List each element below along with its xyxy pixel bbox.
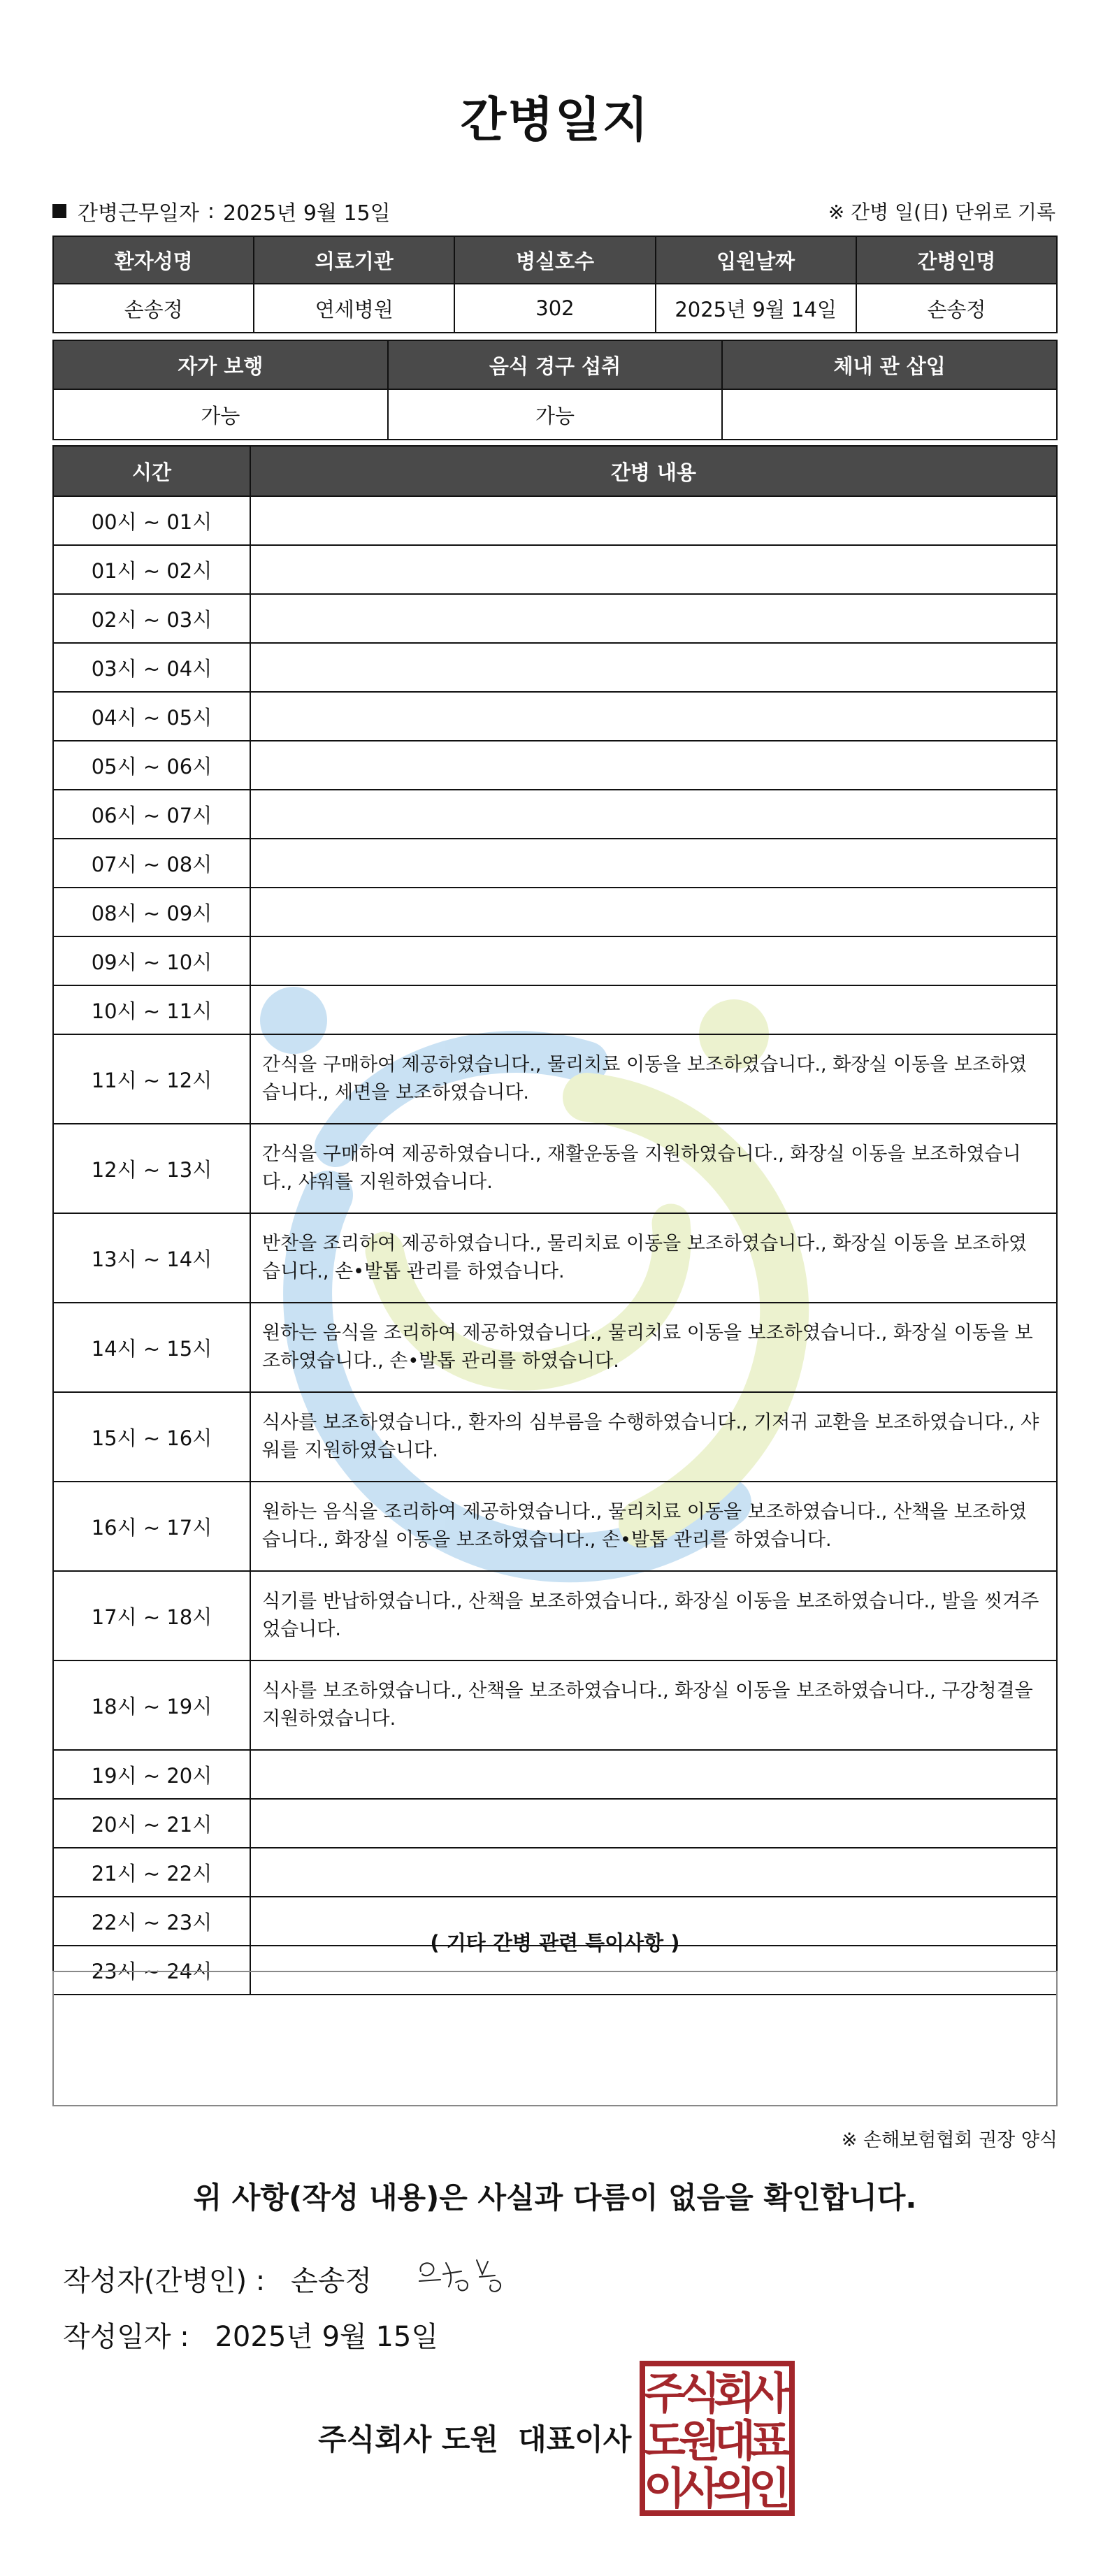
header-time: 시간 xyxy=(53,446,250,496)
log-content xyxy=(250,1848,1057,1897)
log-time: 19시 ~ 20시 xyxy=(53,1750,250,1799)
form-source-note: ※ 손해보험협회 권장 양식 xyxy=(841,2129,1058,2151)
log-time: 08시 ~ 09시 xyxy=(53,888,250,936)
log-time: 01시 ~ 02시 xyxy=(53,545,250,594)
log-row xyxy=(53,790,1057,839)
log-row xyxy=(53,1482,1057,1571)
header-caregiver-name: 간병인명 xyxy=(856,236,1057,284)
header-tube-insertion: 체내 관 삽입 xyxy=(722,340,1057,389)
log-content: 식기를 반납하였습니다., 산책을 보조하였습니다., 화장실 이동을 보조하였습니다., 발을 씻겨주었습니다. xyxy=(250,1571,1057,1660)
log-time: 12시 ~ 13시 xyxy=(53,1124,250,1213)
log-time: 05시 ~ 06시 xyxy=(53,741,250,790)
log-content xyxy=(250,790,1057,839)
square-bullet-icon xyxy=(52,204,66,218)
svg-text:이: 이 xyxy=(644,2463,686,2514)
svg-text:도: 도 xyxy=(644,2415,686,2466)
log-row xyxy=(53,1799,1057,1848)
written-date-value: 2025년 9월 15일 xyxy=(215,2321,438,2353)
header-patient-name: 환자성명 xyxy=(53,236,254,284)
notes-heading: ( 기타 간병 관련 특이사항 ) xyxy=(430,1931,680,1955)
work-date-separator: : xyxy=(207,198,215,224)
work-date-value: 2025년 9월 15일 xyxy=(223,201,391,226)
work-date-label: 간병근무일자 xyxy=(78,201,199,226)
company-seal-stamp xyxy=(640,2361,795,2516)
log-time: 18시 ~ 19시 xyxy=(53,1660,250,1750)
svg-text:의: 의 xyxy=(714,2463,756,2514)
svg-text:인: 인 xyxy=(749,2463,791,2514)
log-row xyxy=(53,1034,1057,1124)
svg-text:원: 원 xyxy=(679,2415,721,2466)
hospital: 연세병원 xyxy=(254,284,454,333)
log-time: 15시 ~ 16시 xyxy=(53,1392,250,1482)
work-date xyxy=(52,196,391,226)
log-content xyxy=(250,1750,1057,1799)
svg-text:회: 회 xyxy=(714,2368,756,2419)
log-content: 원하는 음식을 조리하여 제공하였습니다., 물리치료 이동을 보조하였습니다., 산책을 보조하였습니다., 화장실 이동을 보조하였습니다., 손•발톱 관리를 하였습니다. xyxy=(250,1482,1057,1571)
writer-label: 작성자(간병인) : xyxy=(63,2265,266,2297)
caregiver-name: 손송정 xyxy=(856,284,1057,333)
page-title: 간병일지 xyxy=(460,93,650,148)
oral-intake: 가능 xyxy=(388,389,723,440)
written-date-label: 작성일자 : xyxy=(63,2321,189,2353)
patient-info-table xyxy=(52,236,1058,333)
room-number: 302 xyxy=(454,284,655,333)
confirmation-statement: 위 사항(작성 내용)은 사실과 다름이 없음을 확인합니다. xyxy=(193,2180,917,2215)
log-row xyxy=(53,741,1057,790)
log-row xyxy=(53,1213,1057,1303)
svg-text:식: 식 xyxy=(679,2368,721,2419)
log-content xyxy=(250,741,1057,790)
log-row xyxy=(53,496,1057,545)
log-row xyxy=(53,1848,1057,1897)
log-row xyxy=(53,643,1057,692)
log-time: 14시 ~ 15시 xyxy=(53,1303,250,1392)
representative-title: 대표이사 xyxy=(518,2422,632,2456)
log-content xyxy=(250,496,1057,545)
svg-text:주: 주 xyxy=(644,2368,686,2419)
self-walking: 가능 xyxy=(53,389,388,440)
company-signature xyxy=(318,2417,631,2459)
company-name: 주식회사 도원 xyxy=(318,2422,499,2456)
svg-text:사: 사 xyxy=(679,2463,721,2514)
svg-text:사: 사 xyxy=(749,2368,791,2419)
log-time: 07시 ~ 08시 xyxy=(53,839,250,888)
log-time: 03시 ~ 04시 xyxy=(53,643,250,692)
admission-date: 2025년 9월 14일 xyxy=(656,284,856,333)
log-time: 04시 ~ 05시 xyxy=(53,692,250,741)
log-time: 13시 ~ 14시 xyxy=(53,1213,250,1303)
header-room-number: 병실호수 xyxy=(454,236,655,284)
log-content: 식사를 보조하였습니다., 산책을 보조하였습니다., 화장실 이동을 보조하였습니다., 구강청결을 지원하였습니다. xyxy=(250,1660,1057,1750)
log-row xyxy=(53,1392,1057,1482)
log-content xyxy=(250,888,1057,936)
header-admission-date: 입원날짜 xyxy=(656,236,856,284)
header-hospital: 의료기관 xyxy=(254,236,454,284)
log-time: 23시 ~ 24시 xyxy=(53,1946,250,1995)
patient-name: 손송정 xyxy=(53,284,254,333)
log-content xyxy=(250,594,1057,643)
log-content: 반찬을 조리하여 제공하였습니다., 물리치료 이동을 보조하였습니다., 화장실 이동을 보조하였습니다., 손•발톱 관리를 하였습니다. xyxy=(250,1213,1057,1303)
patient-status-table xyxy=(52,340,1058,440)
log-row xyxy=(53,839,1057,888)
header-oral-intake: 음식 경구 섭취 xyxy=(388,340,723,389)
log-content xyxy=(250,839,1057,888)
log-time: 16시 ~ 17시 xyxy=(53,1482,250,1571)
log-time: 00시 ~ 01시 xyxy=(53,496,250,545)
log-time: 21시 ~ 22시 xyxy=(53,1848,250,1897)
log-content xyxy=(250,643,1057,692)
log-row xyxy=(53,936,1057,985)
log-row xyxy=(53,1124,1057,1213)
log-content: 원하는 음식을 조리하여 제공하였습니다., 물리치료 이동을 보조하였습니다., 화장실 이동을 보조하였습니다., 손•발톱 관리를 하였습니다. xyxy=(250,1303,1057,1392)
log-row xyxy=(53,1660,1057,1750)
log-time: 20시 ~ 21시 xyxy=(53,1799,250,1848)
log-row xyxy=(53,1571,1057,1660)
written-date-line xyxy=(63,2315,438,2354)
log-time: 02시 ~ 03시 xyxy=(53,594,250,643)
header-care-content: 간병 내용 xyxy=(250,446,1057,496)
notes-box xyxy=(52,1971,1058,2106)
log-row xyxy=(53,888,1057,936)
tube-insertion xyxy=(722,389,1057,440)
log-time: 17시 ~ 18시 xyxy=(53,1571,250,1660)
log-row xyxy=(53,545,1057,594)
handwritten-signature xyxy=(412,2250,517,2299)
log-row xyxy=(53,692,1057,741)
log-content: 식사를 보조하였습니다., 환자의 심부름을 수행하였습니다., 기저귀 교환을 보조하였습니다., 샤워를 지원하였습니다. xyxy=(250,1392,1057,1482)
svg-text:표: 표 xyxy=(749,2415,791,2466)
log-row xyxy=(53,1750,1057,1799)
log-time: 06시 ~ 07시 xyxy=(53,790,250,839)
record-note: ※ 간병 일(日) 단위로 기록 xyxy=(828,201,1055,224)
log-time: 09시 ~ 10시 xyxy=(53,936,250,985)
writer-name: 손송정 xyxy=(290,2265,372,2297)
log-content xyxy=(250,985,1057,1034)
log-row xyxy=(53,985,1057,1034)
header-self-walking: 자가 보행 xyxy=(53,340,388,389)
log-content xyxy=(250,692,1057,741)
log-content: 간식을 구매하여 제공하였습니다., 재활운동을 지원하였습니다., 화장실 이동을 보조하였습니다., 샤워를 지원하였습니다. xyxy=(250,1124,1057,1213)
care-log-table xyxy=(52,445,1058,1995)
log-time: 10시 ~ 11시 xyxy=(53,985,250,1034)
log-row xyxy=(53,1303,1057,1392)
log-content xyxy=(250,936,1057,985)
log-row xyxy=(53,594,1057,643)
log-time: 11시 ~ 12시 xyxy=(53,1034,250,1124)
log-content: 간식을 구매하여 제공하였습니다., 물리치료 이동을 보조하였습니다., 화장실 이동을 보조하였습니다., 세면을 보조하였습니다. xyxy=(250,1034,1057,1124)
log-content xyxy=(250,545,1057,594)
writer-line xyxy=(63,2259,372,2299)
svg-text:대: 대 xyxy=(714,2415,756,2466)
log-content xyxy=(250,1799,1057,1848)
log-time: 22시 ~ 23시 xyxy=(53,1897,250,1946)
